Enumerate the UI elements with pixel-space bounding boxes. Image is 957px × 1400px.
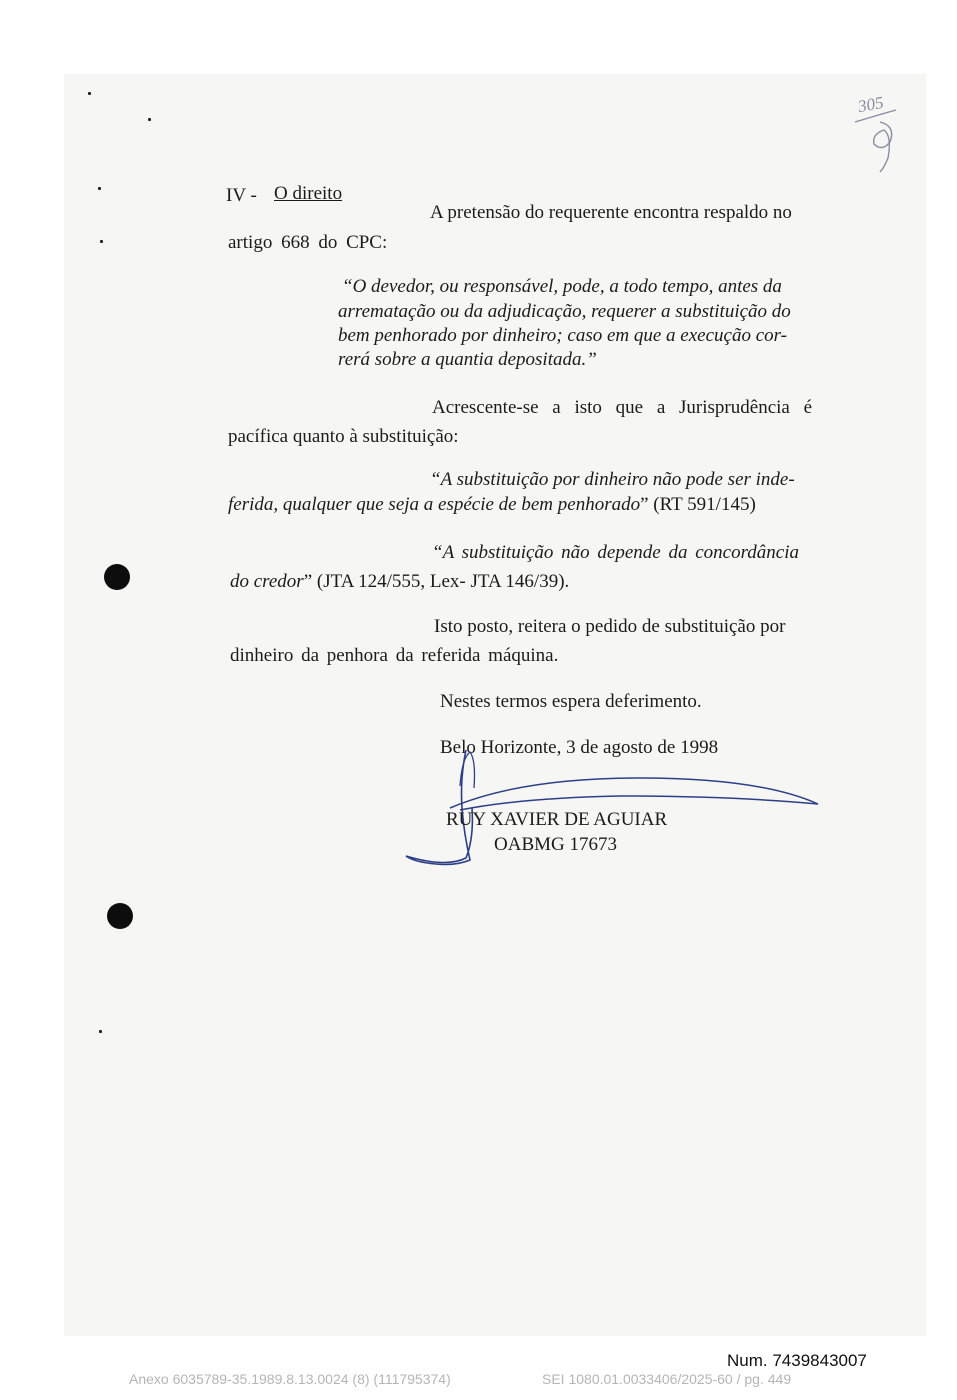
quote-line: “O devedor, ou responsável, pode, a todo tempo, antes da: [342, 276, 782, 297]
quote-line: [230, 572, 569, 591]
closing-text: Nestes termos espera deferimento.: [440, 691, 702, 712]
paragraph-line: artigo 668 do CPC:: [228, 232, 388, 253]
scan-speck: [100, 240, 103, 243]
quote-line: “A substituição não depende da concordância: [432, 542, 799, 563]
signer-registration: OABMG 17673: [494, 834, 617, 855]
citation: ” (RT 591/145): [640, 494, 756, 515]
punch-hole-top: [104, 564, 130, 590]
scan-speck: [148, 118, 151, 121]
page-mark-scribble: [850, 108, 900, 178]
paragraph-line: Isto posto, reitera o pedido de substituição por: [434, 616, 786, 637]
quote-line: “A substituição por dinheiro não pode ser inde-: [430, 469, 795, 490]
citation: ” (JTA 124/555, Lex- JTA 146/39).: [303, 571, 570, 592]
paragraph-line: pacífica quanto à substituição:: [228, 426, 459, 447]
paragraph-line: Acrescente-se a isto que a Jurisprudência é: [432, 397, 813, 418]
quote-line: [228, 495, 756, 514]
punch-hole-bottom: [107, 903, 133, 929]
quote-line: arrematação ou da adjudicação, requerer a substituição do: [338, 301, 791, 322]
quote-line: rerá sobre a quantia depositada.”: [338, 349, 597, 370]
annex-reference: Anexo 6035789-35.1989.8.13.0024 (8) (111795374): [129, 1371, 451, 1387]
scan-speck: [88, 92, 91, 95]
paragraph-line: dinheiro da penhora da referida máquina.: [230, 645, 559, 666]
paragraph-line: A pretensão do requerente encontra respaldo no: [430, 202, 792, 223]
signer-name: RUY XAVIER DE AGUIAR: [446, 809, 668, 830]
quote-text: ferida, qualquer que seja a espécie de bem penhorado: [228, 494, 641, 515]
page-number-mark: 305: [856, 92, 885, 117]
quote-line: bem penhorado por dinheiro; caso em que a execução cor-: [338, 325, 787, 346]
scan-speck: [99, 1030, 102, 1033]
place-date: Belo Horizonte, 3 de agosto de 1998: [440, 737, 719, 758]
sei-reference: SEI 1080.01.0033406/2025-60 / pg. 449: [542, 1371, 792, 1387]
section-title: O direito: [274, 183, 343, 204]
scan-speck: [98, 187, 101, 190]
quote-text: do credor: [230, 571, 304, 592]
section-number: IV -: [226, 185, 257, 206]
document-number: Num. 7439843007: [727, 1351, 867, 1370]
